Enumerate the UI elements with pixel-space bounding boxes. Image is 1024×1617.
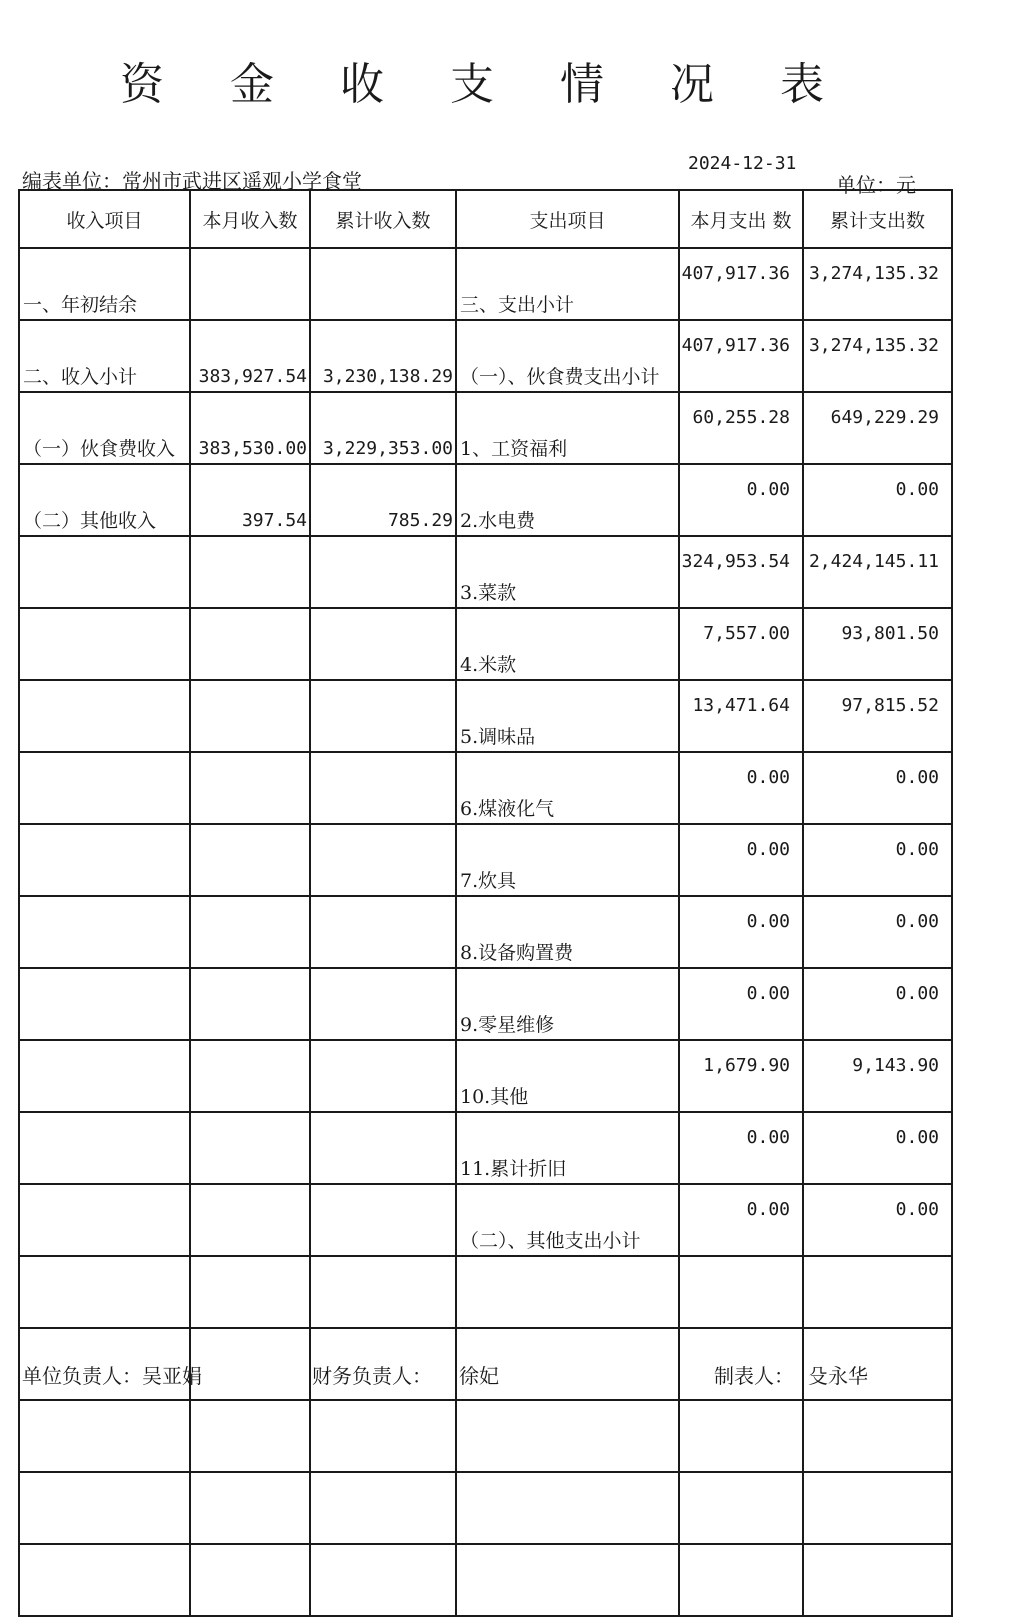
table-row: [19, 968, 952, 1040]
income-item-cell: （一）伙食费收入: [19, 392, 190, 464]
expense-month-cell: [679, 1256, 803, 1328]
income-item-cell: [19, 1400, 190, 1472]
preparer-label: 制表人：: [714, 1364, 794, 1388]
expense-month-cell: 0.00: [679, 1112, 803, 1184]
expense-cumulative-cell: 0.00: [803, 824, 952, 896]
income-cumulative-cell: [310, 1400, 456, 1472]
income-item-cell: [19, 1184, 190, 1256]
expense-month-cell: 13,471.64: [679, 680, 803, 752]
header-income-item: 收入项目: [19, 190, 190, 248]
expense-cumulative-cell: 0.00: [803, 752, 952, 824]
income-month-cell: [190, 1400, 310, 1472]
expense-cumulative-cell: [803, 1256, 952, 1328]
finance-head-name: 徐妃: [459, 1364, 499, 1388]
expense-month-cell: 324,953.54: [679, 536, 803, 608]
table-row: [19, 464, 952, 536]
income-cumulative-cell: [310, 248, 456, 320]
expense-item-cell: 9.零星维修: [456, 968, 679, 1040]
fund-table: [18, 189, 953, 1617]
expense-item-cell: 3.菜款: [456, 536, 679, 608]
expense-cumulative-cell: 0.00: [803, 1112, 952, 1184]
expense-month-cell: 0.00: [679, 968, 803, 1040]
expense-month-cell: 0.00: [679, 896, 803, 968]
expense-item-cell: 2.水电费: [456, 464, 679, 536]
header-expense-cumulative: 累计支出数: [803, 190, 952, 248]
income-item-cell: [19, 536, 190, 608]
expense-month-cell: [679, 1544, 803, 1616]
expense-month-cell: 1,679.90: [679, 1040, 803, 1112]
income-month-cell: [190, 1040, 310, 1112]
table-row: [19, 1472, 952, 1544]
header-income-month: 本月收入数: [190, 190, 310, 248]
table-row: [19, 1256, 952, 1328]
income-cumulative-cell: [310, 896, 456, 968]
income-month-cell: [190, 1472, 310, 1544]
page-title: 资 金 收 支 情 况 表: [120, 59, 850, 110]
table-row: [19, 896, 952, 968]
income-item-cell: [19, 680, 190, 752]
income-month-cell: [190, 752, 310, 824]
income-month-cell: [190, 536, 310, 608]
finance-head-label: 财务负责人：: [312, 1364, 432, 1388]
income-month-cell: [190, 1544, 310, 1616]
table-row: [19, 1400, 952, 1472]
table-row: [19, 1544, 952, 1616]
expense-item-cell: 6.煤液化气: [456, 752, 679, 824]
expense-month-cell: 407,917.36: [679, 320, 803, 392]
expense-cumulative-cell: 97,815.52: [803, 680, 952, 752]
preparer-name: 殳永华: [808, 1364, 868, 1388]
income-item-cell: [19, 1112, 190, 1184]
table-row: [19, 536, 952, 608]
income-item-cell: [19, 752, 190, 824]
expense-cumulative-cell: [803, 1544, 952, 1616]
income-cumulative-cell: [310, 1112, 456, 1184]
expense-month-cell: 0.00: [679, 752, 803, 824]
expense-cumulative-cell: [803, 1472, 952, 1544]
income-cumulative-cell: [310, 680, 456, 752]
income-item-cell: [19, 1040, 190, 1112]
income-item-cell: 二、收入小计: [19, 320, 190, 392]
expense-cumulative-cell: 0.00: [803, 896, 952, 968]
table-row: [19, 608, 952, 680]
income-item-cell: [19, 1256, 190, 1328]
income-month-cell: [190, 1328, 310, 1400]
income-cumulative-cell: [310, 1256, 456, 1328]
income-cumulative-cell: [310, 536, 456, 608]
compiling-unit: 编表单位：常州市武进区遥观小学食堂: [22, 169, 362, 193]
table-header-row: [19, 190, 952, 248]
income-item-cell: [19, 1472, 190, 1544]
unit-head-signature: 单位负责人：吴亚娟: [22, 1364, 202, 1388]
income-cumulative-cell: 785.29: [310, 464, 456, 536]
expense-cumulative-cell: 0.00: [803, 464, 952, 536]
expense-cumulative-cell: 3,274,135.32: [803, 320, 952, 392]
expense-month-cell: 0.00: [679, 1184, 803, 1256]
income-month-cell: [190, 248, 310, 320]
expense-item-cell: 11.累计折旧: [456, 1112, 679, 1184]
income-item-cell: [19, 896, 190, 968]
expense-item-cell: 4.米款: [456, 608, 679, 680]
header-expense-month: 本月支出 数: [679, 190, 803, 248]
expense-item-cell: 8.设备购置费: [456, 896, 679, 968]
table-row: [19, 248, 952, 320]
header-income-cumulative: 累计收入数: [310, 190, 456, 248]
table-row: [19, 1184, 952, 1256]
income-item-cell: [19, 824, 190, 896]
expense-item-cell: （一）、伙食费支出小计: [456, 320, 679, 392]
expense-item-cell: [456, 1472, 679, 1544]
income-cumulative-cell: [310, 1472, 456, 1544]
income-cumulative-cell: 3,229,353.00: [310, 392, 456, 464]
expense-month-cell: 60,255.28: [679, 392, 803, 464]
income-month-cell: 383,927.54: [190, 320, 310, 392]
income-cumulative-cell: [310, 824, 456, 896]
income-item-cell: [19, 1544, 190, 1616]
expense-cumulative-cell: 9,143.90: [803, 1040, 952, 1112]
expense-item-cell: [456, 1256, 679, 1328]
expense-item-cell: 三、支出小计: [456, 248, 679, 320]
expense-item-cell: [456, 1544, 679, 1616]
income-cumulative-cell: [310, 752, 456, 824]
income-cumulative-cell: 3,230,138.29: [310, 320, 456, 392]
table-row: [19, 752, 952, 824]
table-row: [19, 320, 952, 392]
income-month-cell: [190, 824, 310, 896]
expense-month-cell: 0.00: [679, 464, 803, 536]
expense-cumulative-cell: 649,229.29: [803, 392, 952, 464]
expense-month-cell: 0.00: [679, 824, 803, 896]
table-row: [19, 1040, 952, 1112]
expense-item-cell: 5.调味品: [456, 680, 679, 752]
table-row: [19, 1112, 952, 1184]
income-cumulative-cell: [310, 1184, 456, 1256]
expense-item-cell: 10.其他: [456, 1040, 679, 1112]
expense-cumulative-cell: 3,274,135.32: [803, 248, 952, 320]
table-row: [19, 392, 952, 464]
income-cumulative-cell: [310, 1544, 456, 1616]
expense-cumulative-cell: 2,424,145.11: [803, 536, 952, 608]
expense-cumulative-cell: 0.00: [803, 1184, 952, 1256]
report-date: 2024-12-31: [688, 153, 797, 174]
income-month-cell: [190, 608, 310, 680]
expense-month-cell: 7,557.00: [679, 608, 803, 680]
expense-cumulative-cell: 93,801.50: [803, 608, 952, 680]
income-item-cell: （二）其他收入: [19, 464, 190, 536]
income-item-cell: [19, 968, 190, 1040]
currency-unit: 单位：元: [836, 173, 916, 197]
expense-month-cell: [679, 1400, 803, 1472]
income-item-cell: [19, 608, 190, 680]
expense-item-cell: （二）、其他支出小计: [456, 1184, 679, 1256]
income-month-cell: [190, 680, 310, 752]
table-row: [19, 824, 952, 896]
expense-item-cell: 7.炊具: [456, 824, 679, 896]
income-month-cell: [190, 896, 310, 968]
expense-month-cell: [679, 1472, 803, 1544]
income-cumulative-cell: [310, 968, 456, 1040]
income-month-cell: [190, 1112, 310, 1184]
expense-item-cell: 1、工资福利: [456, 392, 679, 464]
expense-month-cell: 407,917.36: [679, 248, 803, 320]
income-month-cell: [190, 1256, 310, 1328]
income-month-cell: 383,530.00: [190, 392, 310, 464]
expense-item-cell: [456, 1400, 679, 1472]
expense-cumulative-cell: 0.00: [803, 968, 952, 1040]
income-item-cell: 一、年初结余: [19, 248, 190, 320]
income-month-cell: [190, 1184, 310, 1256]
header-expense-item: 支出项目: [456, 190, 679, 248]
expense-cumulative-cell: [803, 1400, 952, 1472]
income-cumulative-cell: [310, 608, 456, 680]
table-row: [19, 680, 952, 752]
income-month-cell: 397.54: [190, 464, 310, 536]
income-cumulative-cell: [310, 1040, 456, 1112]
income-month-cell: [190, 968, 310, 1040]
